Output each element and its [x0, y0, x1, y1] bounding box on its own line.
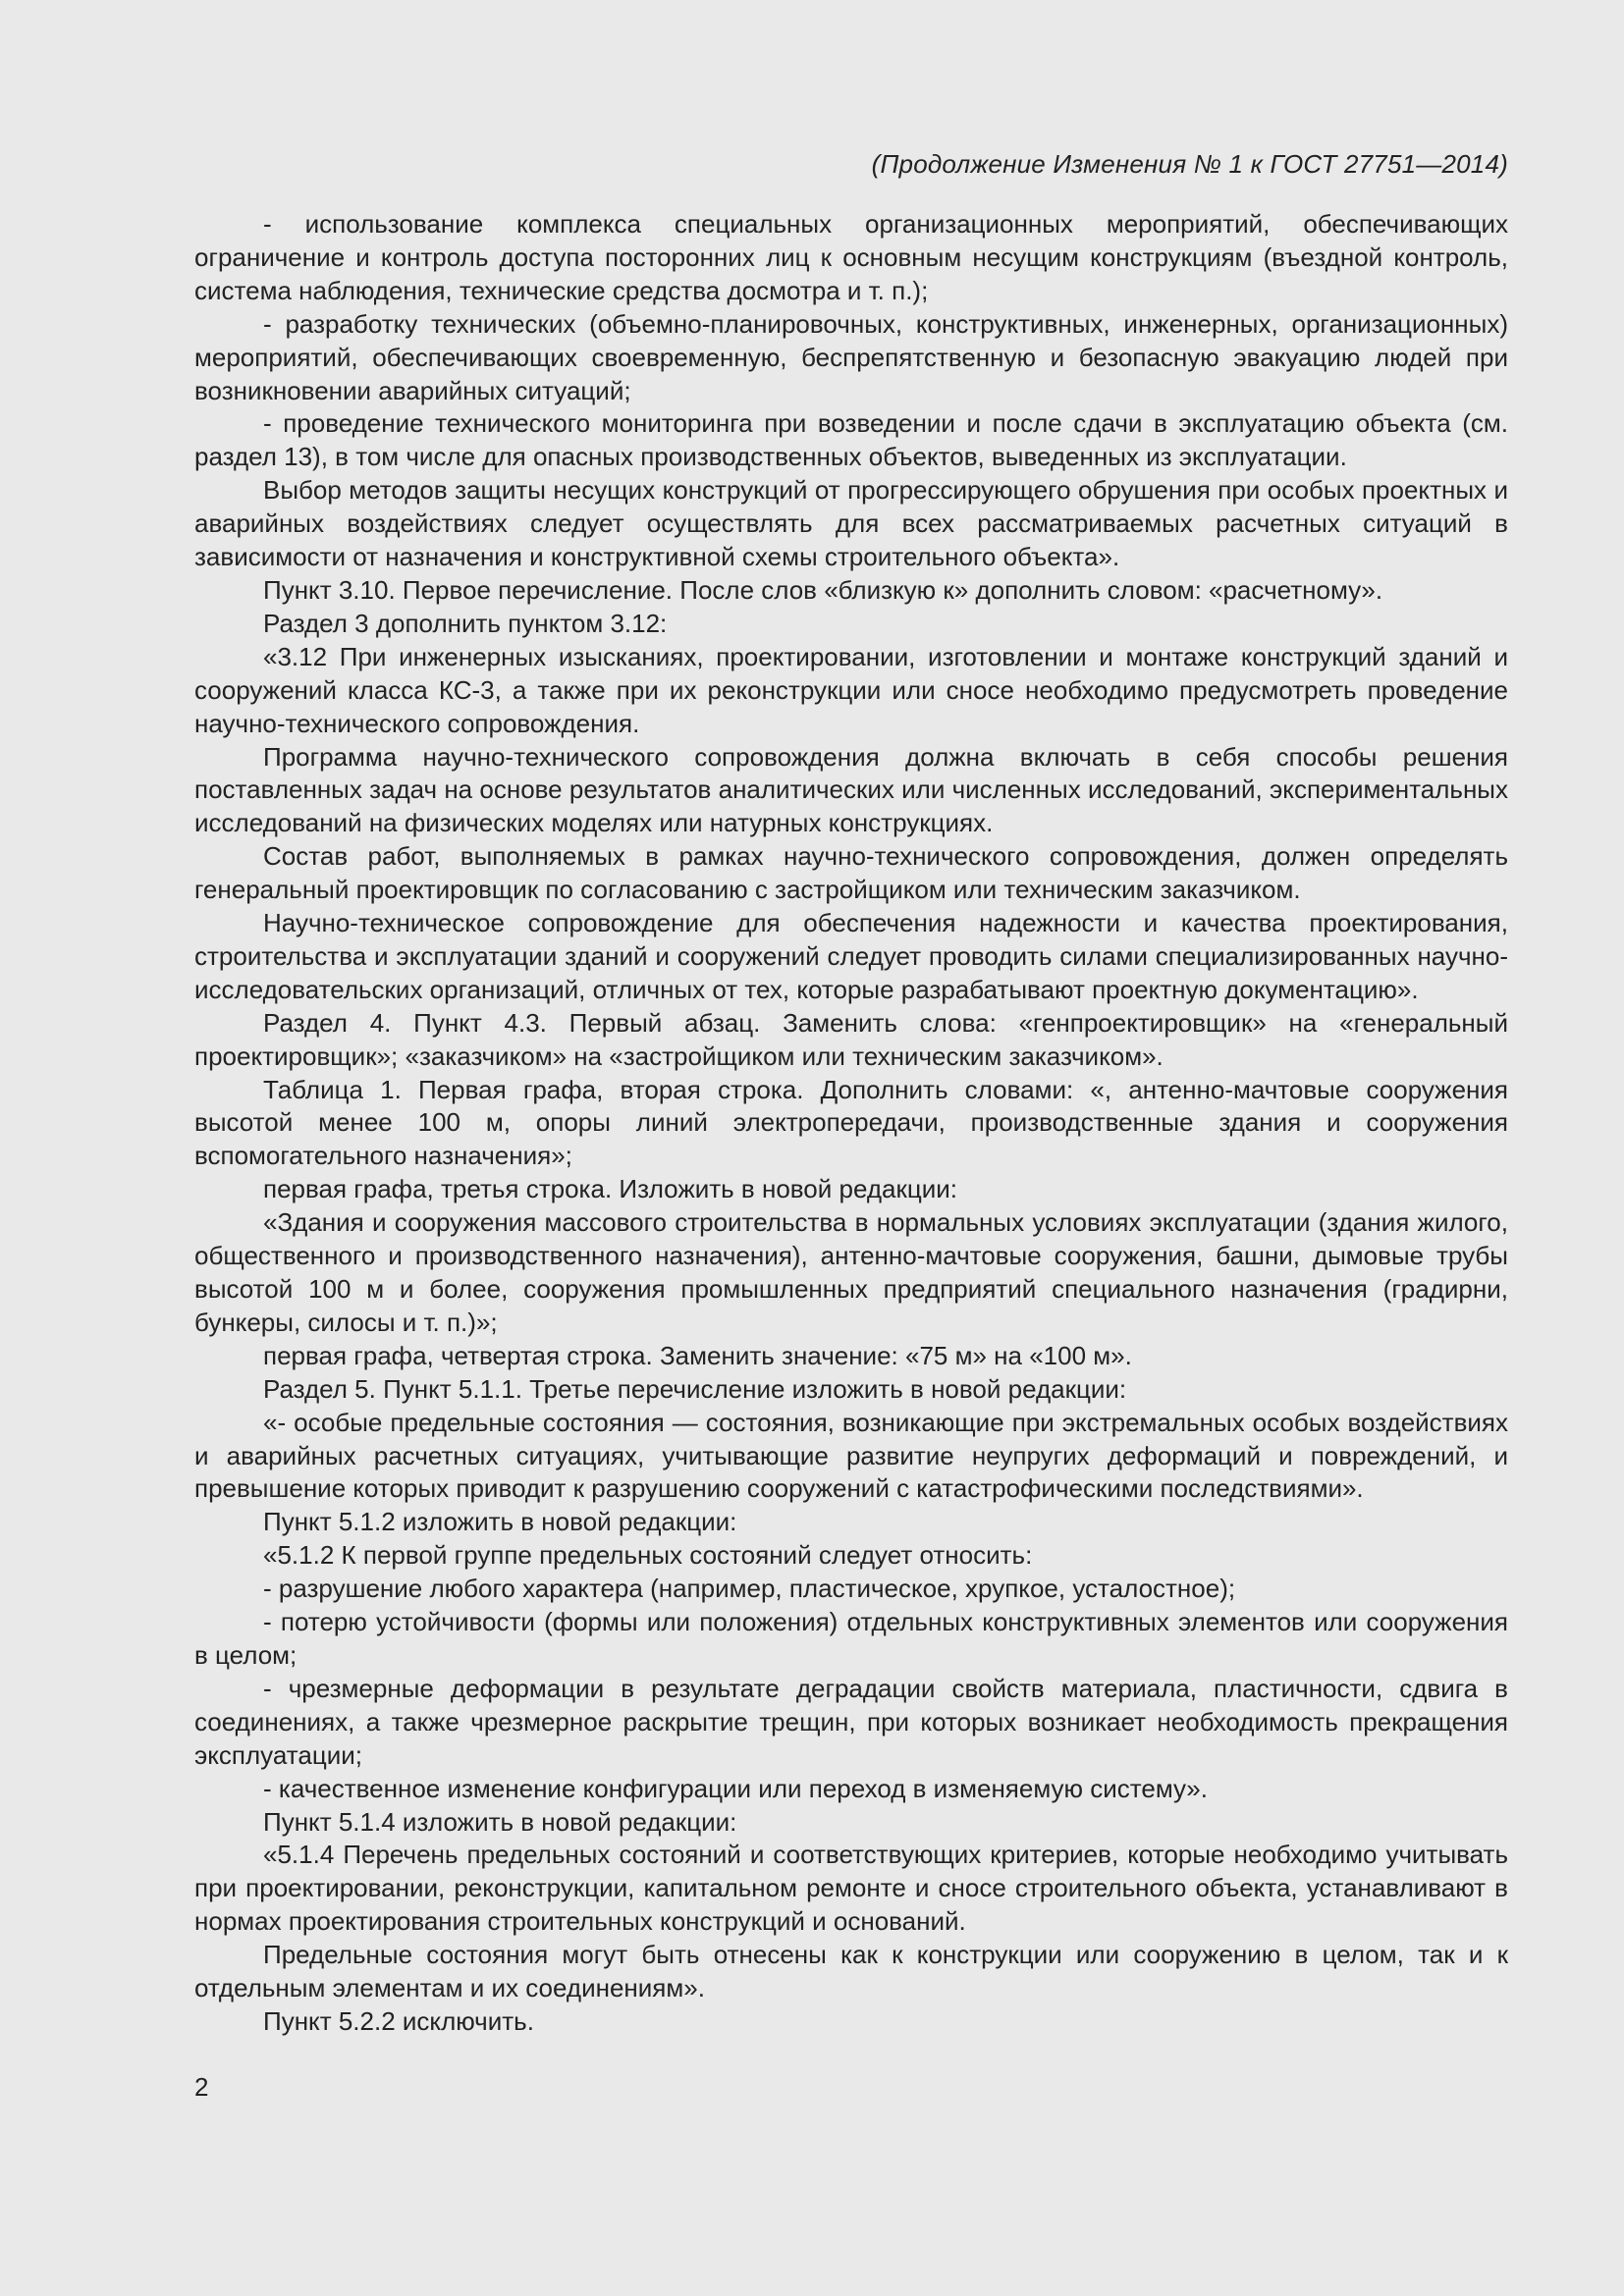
page-number: 2 — [194, 2072, 209, 2102]
paragraph: - разрушение любого характера (например, пластическое, хрупкое, усталостное); — [263, 1574, 1236, 1604]
paragraph: - проведение технического мониторинга при возведении и после сдачи в эксплуатацию объекта (см. раздел 13), в том числе для опасных производственных объектов, выведенных из эксплуатации. — [194, 408, 1508, 472]
paragraph: - использование комплекса специальных организационных мероприятий, обеспечивающих ограничение и контроль доступа посторонних лиц к основным несущим конструкциям (въездной контроль, система наблюдения, технические средства досмотра и т. п.); — [194, 209, 1508, 305]
paragraph: - качественное изменение конфигурации или переход в изменяемую систему». — [263, 1773, 1208, 1803]
paragraph: «5.1.4 Перечень предельных состояний и соответствующих критериев, которые необходимо учитывать при проектировании, реконструкции, капитальном ремонте и сносе строительного объекта, устанавливают в нормах проектирования строительных конструкций и оснований. — [194, 1840, 1508, 1937]
paragraph: Предельные состояния могут быть отнесены как к конструкции или сооружению в целом, так и к отдельным элементам и их соединениям». — [194, 1940, 1508, 2003]
paragraph: - потерю устойчивости (формы или положения) отдельных конструктивных элементов или сооружения в целом; — [194, 1607, 1508, 1670]
document-body — [194, 208, 1508, 2039]
paragraph: Таблица 1. Первая графа, вторая строка. Дополнить словами: «, антенно-мачтовые сооружения высотой менее 100 м, опоры линий электропередачи, производственные здания и сооружения вспомогательного назначения»; — [194, 1074, 1508, 1171]
paragraph: Выбор методов защиты несущих конструкций от прогрессирующего обрушения при особых проектных и аварийных воздействиях следует осуществлять для всех рассматриваемых расчетных ситуаций в зависимости от назначения и конструктивной схемы строительного объекта». — [194, 475, 1508, 572]
paragraph: - чрезмерные деформации в результате деградации свойств материала, пластичности, сдвига в соединениях, а также чрезмерное раскрытие трещин, при которых возникает необходимость прекращения эксплуатации; — [194, 1673, 1508, 1770]
paragraph: Пункт 3.10. Первое перечисление. После слов «близкую к» дополнить словом: «расчетному». — [263, 574, 1383, 605]
paragraph: - разработку технических (объемно-планировочных, конструктивных, инженерных, организационных) мероприятий, обеспечивающих своевременную, беспрепятственную и безопасную эвакуацию людей при возникновении аварийных ситуаций; — [194, 308, 1508, 405]
paragraph: первая графа, четвертая строка. Заменить значение: «75 м» на «100 м». — [263, 1340, 1132, 1370]
paragraph: «3.12 При инженерных изысканиях, проектировании, изготовлении и монтаже конструкций зданий и сооружений класса КС-3, а также при их реконструкции или сносе необходимо предусмотреть проведение научно-технического сопровождения. — [194, 641, 1508, 738]
paragraph: «5.1.2 К первой группе предельных состояний следует относить: — [263, 1540, 1033, 1571]
paragraph: «- особые предельные состояния — состояния, возникающие при экстремальных особых воздействиях и аварийных расчетных ситуациях, учитывающие развитие неупругих деформаций и повреждений, и превышение которых приводит к разрушению сооружений с катастрофическими последствиями». — [194, 1407, 1508, 1504]
paragraph: Программа научно-технического сопровождения должна включать в себя способы решения поставленных задач на основе результатов аналитических или численных исследований, экспериментальных исследований на физических моделях или натурных конструкциях. — [194, 741, 1508, 838]
paragraph: Пункт 5.1.4 изложить в новой редакции: — [263, 1806, 737, 1837]
paragraph: Научно-техническое сопровождение для обеспечения надежности и качества проектирования, строительства и эксплуатации зданий и сооружений следует проводить силами специализированных научно-исследовательских организаций, отличных от тех, которые разрабатывают проектную документацию». — [194, 908, 1508, 1004]
paragraph: Раздел 4. Пункт 4.3. Первый абзац. Заменить слова: «генпроектировщик» на «генеральный проектировщик»; «заказчиком» на «застройщиком или техническим заказчиком». — [194, 1007, 1508, 1071]
paragraph: первая графа, третья строка. Изложить в новой редакции: — [263, 1174, 958, 1204]
paragraph: Пункт 5.1.2 изложить в новой редакции: — [263, 1507, 737, 1537]
paragraph: Раздел 5. Пункт 5.1.1. Третье перечисление изложить в новой редакции: — [263, 1373, 1127, 1404]
paragraph: «Здания и сооружения массового строительства в нормальных условиях эксплуатации (здания жилого, общественного и производственного назначения), антенно-мачтовые сооружения, башни, дымовые трубы высотой 100 м и более, сооружения промышленных предприятий специального назначения (градирни, бункеры, силосы и т. п.)»; — [194, 1207, 1508, 1337]
paragraph: Пункт 5.2.2 исключить. — [263, 2005, 534, 2036]
continuation-header: (Продолжение Изменения № 1 к ГОСТ 27751—2014) — [871, 149, 1508, 179]
paragraph: Раздел 3 дополнить пунктом 3.12: — [263, 608, 668, 638]
paragraph: Состав работ, выполняемых в рамках научно-технического сопровождения, должен определять генеральный проектировщик по согласованию с застройщиком или техническим заказчиком. — [194, 841, 1508, 905]
